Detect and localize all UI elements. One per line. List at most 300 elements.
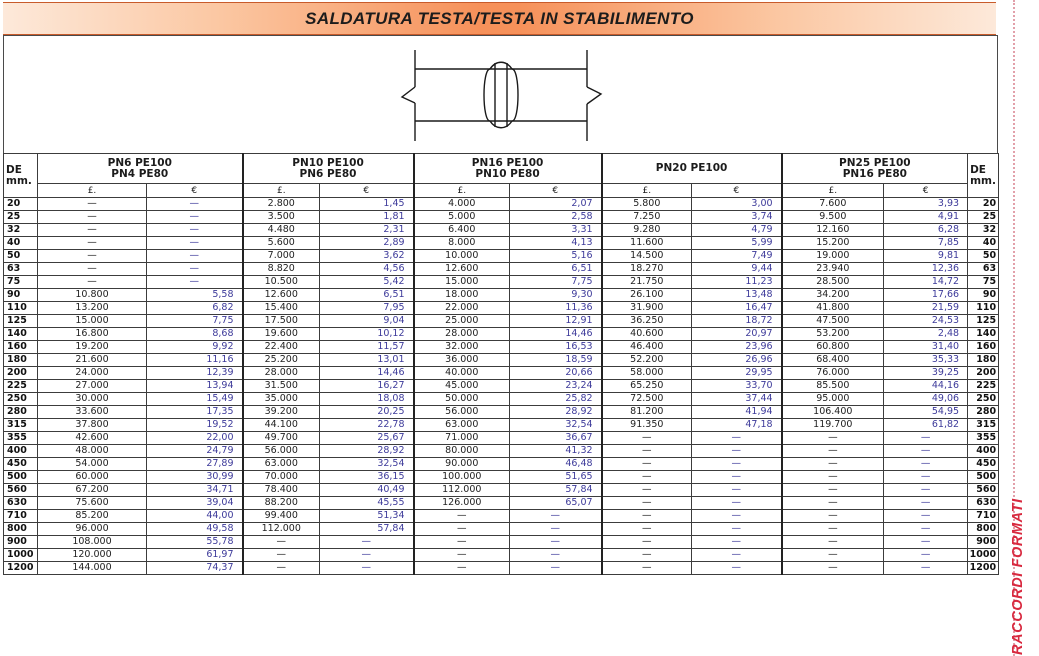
table-row — [4, 341, 999, 354]
euro-price-cell: 6,51 — [320, 289, 414, 302]
table-row — [4, 211, 999, 224]
de-cell: 280 — [4, 406, 38, 419]
euro-price-cell: — — [884, 510, 968, 523]
euro-price-cell: — — [510, 536, 602, 549]
euro-price-cell: 10,12 — [320, 328, 414, 341]
euro-price-cell: 5,42 — [320, 276, 414, 289]
euro-price-cell: — — [692, 484, 782, 497]
table-row — [4, 523, 999, 536]
lire-price-cell: 14.500 — [602, 250, 692, 263]
de-cell: 40 — [968, 237, 999, 250]
euro-price-cell: — — [692, 523, 782, 536]
lire-price-cell: — — [782, 445, 884, 458]
euro-price-cell: 18,72 — [692, 315, 782, 328]
de-cell: 800 — [968, 523, 999, 536]
lire-price-cell: 7.250 — [602, 211, 692, 224]
lire-price-cell: — — [602, 458, 692, 471]
lire-price-cell: 26.100 — [602, 289, 692, 302]
euro-price-cell: — — [320, 549, 414, 562]
euro-price-cell: — — [884, 523, 968, 536]
de-cell: 1000 — [4, 549, 38, 562]
lire-price-cell: 80.000 — [414, 445, 510, 458]
euro-price-cell: — — [692, 471, 782, 484]
lire-price-cell: — — [38, 276, 147, 289]
euro-price-cell: 12,36 — [884, 263, 968, 276]
group-header-pn25: PN25 PE100 PN16 PE80 — [782, 154, 968, 184]
euro-price-cell: 3,62 — [320, 250, 414, 263]
lire-header: £. — [782, 184, 884, 198]
euro-price-cell: — — [884, 562, 968, 575]
lire-price-cell: 40.600 — [602, 328, 692, 341]
lire-price-cell: 81.200 — [602, 406, 692, 419]
euro-price-cell: 65,07 — [510, 497, 602, 510]
euro-price-cell: 8,68 — [147, 328, 243, 341]
lire-price-cell: 36.000 — [414, 354, 510, 367]
euro-price-cell: — — [692, 458, 782, 471]
lire-price-cell: 35.000 — [243, 393, 320, 406]
lire-price-cell: 15.400 — [243, 302, 320, 315]
lire-price-cell: 36.250 — [602, 315, 692, 328]
euro-price-cell: 49,58 — [147, 523, 243, 536]
lire-price-cell: 21.600 — [38, 354, 147, 367]
lire-price-cell: 3.500 — [243, 211, 320, 224]
lire-price-cell: 56.000 — [243, 445, 320, 458]
lire-price-cell: 40.000 — [414, 367, 510, 380]
euro-price-cell: 28,92 — [510, 406, 602, 419]
euro-header: € — [147, 184, 243, 198]
euro-price-cell: 40,49 — [320, 484, 414, 497]
de-cell: 25 — [4, 211, 38, 224]
euro-price-cell: 2,31 — [320, 224, 414, 237]
lire-price-cell: 12.160 — [782, 224, 884, 237]
de-cell: 160 — [968, 341, 999, 354]
lire-price-cell: 22.400 — [243, 341, 320, 354]
lire-price-cell: 31.500 — [243, 380, 320, 393]
lire-header: £. — [38, 184, 147, 198]
euro-price-cell: 39,25 — [884, 367, 968, 380]
de-cell: 500 — [4, 471, 38, 484]
euro-price-cell: 33,70 — [692, 380, 782, 393]
euro-price-cell: 34,71 — [147, 484, 243, 497]
lire-price-cell: — — [38, 211, 147, 224]
de-cell: 20 — [968, 198, 999, 211]
euro-price-cell: 7,75 — [147, 315, 243, 328]
lire-price-cell: — — [602, 445, 692, 458]
lire-price-cell: — — [602, 523, 692, 536]
de-cell: 355 — [4, 432, 38, 445]
lire-price-cell: 15.200 — [782, 237, 884, 250]
table-row — [4, 536, 999, 549]
de-cell: 500 — [968, 471, 999, 484]
lire-price-cell: 28.500 — [782, 276, 884, 289]
euro-price-cell: 32,54 — [320, 458, 414, 471]
lire-price-cell: 5.600 — [243, 237, 320, 250]
lire-price-cell: 15.000 — [38, 315, 147, 328]
euro-price-cell: 23,24 — [510, 380, 602, 393]
euro-price-cell: 54,95 — [884, 406, 968, 419]
de-cell: 200 — [968, 367, 999, 380]
euro-price-cell: 17,35 — [147, 406, 243, 419]
lire-price-cell: 85.500 — [782, 380, 884, 393]
euro-price-cell: 7,85 — [884, 237, 968, 250]
lire-price-cell: — — [243, 549, 320, 562]
lire-price-cell: 85.200 — [38, 510, 147, 523]
de-cell: 250 — [968, 393, 999, 406]
de-cell: 560 — [4, 484, 38, 497]
table-row — [4, 497, 999, 510]
de-cell: 140 — [968, 328, 999, 341]
euro-price-cell: 45,55 — [320, 497, 414, 510]
euro-price-cell: — — [884, 432, 968, 445]
euro-price-cell: 14,46 — [320, 367, 414, 380]
lire-price-cell: — — [414, 562, 510, 575]
euro-price-cell: — — [692, 432, 782, 445]
lire-price-cell: 4.480 — [243, 224, 320, 237]
euro-price-cell: 1,45 — [320, 198, 414, 211]
euro-price-cell: 16,27 — [320, 380, 414, 393]
euro-price-cell: 3,74 — [692, 211, 782, 224]
de-cell: 160 — [4, 341, 38, 354]
euro-price-cell: 14,72 — [884, 276, 968, 289]
lire-price-cell: 22.000 — [414, 302, 510, 315]
lire-price-cell: 58.000 — [602, 367, 692, 380]
euro-price-cell: 46,48 — [510, 458, 602, 471]
lire-price-cell: 9.280 — [602, 224, 692, 237]
de-cell: 140 — [4, 328, 38, 341]
table-row — [4, 224, 999, 237]
euro-price-cell: — — [147, 276, 243, 289]
lire-price-cell: — — [602, 432, 692, 445]
euro-price-cell: — — [510, 510, 602, 523]
lire-price-cell: 49.700 — [243, 432, 320, 445]
euro-price-cell: — — [692, 562, 782, 575]
euro-price-cell: 29,95 — [692, 367, 782, 380]
table-row — [4, 406, 999, 419]
table-row — [4, 315, 999, 328]
de-cell: 90 — [4, 289, 38, 302]
lire-price-cell: 21.750 — [602, 276, 692, 289]
euro-price-cell: 39,04 — [147, 497, 243, 510]
euro-price-cell: 24,53 — [884, 315, 968, 328]
de-cell: 20 — [4, 198, 38, 211]
euro-price-cell: 6,82 — [147, 302, 243, 315]
lire-price-cell: — — [243, 536, 320, 549]
de-cell: 630 — [4, 497, 38, 510]
euro-price-cell: — — [884, 471, 968, 484]
title-banner — [3, 2, 996, 35]
lire-price-cell: 120.000 — [38, 549, 147, 562]
lire-price-cell: — — [414, 536, 510, 549]
euro-price-cell: 4,56 — [320, 263, 414, 276]
lire-price-cell: 41.800 — [782, 302, 884, 315]
lire-price-cell: 5.000 — [414, 211, 510, 224]
header-row-currency — [4, 184, 999, 198]
de-cell: 1200 — [4, 562, 38, 575]
group-header-pn20: PN20 PE100 — [602, 154, 782, 184]
lire-price-cell: — — [414, 549, 510, 562]
euro-price-cell: 35,33 — [884, 354, 968, 367]
table-row — [4, 549, 999, 562]
page-title: SALDATURA TESTA/TESTA IN STABILIMENTO — [305, 9, 694, 28]
euro-price-cell: 2,58 — [510, 211, 602, 224]
euro-price-cell: 18,08 — [320, 393, 414, 406]
table-row — [4, 276, 999, 289]
lire-price-cell: — — [38, 224, 147, 237]
euro-price-cell: 57,84 — [510, 484, 602, 497]
table-row — [4, 484, 999, 497]
lire-price-cell: 37.800 — [38, 419, 147, 432]
lire-price-cell: 46.400 — [602, 341, 692, 354]
side-section-label: RACCORDI FORMATI — [1010, 498, 1026, 655]
euro-price-cell: 5,99 — [692, 237, 782, 250]
euro-price-cell: — — [884, 458, 968, 471]
lire-price-cell: — — [602, 471, 692, 484]
euro-price-cell: 21,59 — [884, 302, 968, 315]
table-row — [4, 302, 999, 315]
lire-price-cell: — — [38, 250, 147, 263]
lire-price-cell: 25.200 — [243, 354, 320, 367]
de-cell: 900 — [4, 536, 38, 549]
euro-price-cell: 32,54 — [510, 419, 602, 432]
euro-price-cell: 28,92 — [320, 445, 414, 458]
group-header-pn10: PN10 PE100 PN6 PE80 — [243, 154, 414, 184]
lire-price-cell: — — [38, 237, 147, 250]
de-cell: 450 — [968, 458, 999, 471]
lire-price-cell: — — [782, 562, 884, 575]
lire-price-cell: 108.000 — [38, 536, 147, 549]
lire-price-cell: 45.000 — [414, 380, 510, 393]
de-cell: 125 — [968, 315, 999, 328]
euro-price-cell: 7,95 — [320, 302, 414, 315]
euro-price-cell: 7,49 — [692, 250, 782, 263]
euro-price-cell: 61,82 — [884, 419, 968, 432]
euro-price-cell: 47,18 — [692, 419, 782, 432]
lire-price-cell: 8.820 — [243, 263, 320, 276]
lire-price-cell: 2.800 — [243, 198, 320, 211]
table-row — [4, 289, 999, 302]
lire-price-cell: 18.000 — [414, 289, 510, 302]
lire-price-cell: 24.000 — [38, 367, 147, 380]
euro-price-cell: — — [692, 549, 782, 562]
euro-price-cell: — — [147, 198, 243, 211]
euro-price-cell: 4,91 — [884, 211, 968, 224]
table-row — [4, 250, 999, 263]
euro-price-cell: 11,36 — [510, 302, 602, 315]
de-cell: 110 — [4, 302, 38, 315]
euro-price-cell: 20,66 — [510, 367, 602, 380]
lire-price-cell: 19.000 — [782, 250, 884, 263]
lire-price-cell: — — [782, 432, 884, 445]
euro-price-cell: — — [884, 536, 968, 549]
euro-price-cell: — — [884, 549, 968, 562]
weld-diagram-panel — [3, 35, 998, 154]
de-cell: 560 — [968, 484, 999, 497]
de-cell: 315 — [968, 419, 999, 432]
euro-header: € — [320, 184, 414, 198]
lire-price-cell: 10.000 — [414, 250, 510, 263]
euro-header: € — [510, 184, 602, 198]
de-cell: 800 — [4, 523, 38, 536]
table-row — [4, 393, 999, 406]
lire-price-cell: — — [602, 536, 692, 549]
euro-price-cell: 6,51 — [510, 263, 602, 276]
butt-weld-pipe-icon — [4, 36, 997, 154]
lire-price-cell: 90.000 — [414, 458, 510, 471]
euro-price-cell: 9,44 — [692, 263, 782, 276]
euro-price-cell: 57,84 — [320, 523, 414, 536]
euro-price-cell: 13,94 — [147, 380, 243, 393]
euro-price-cell: 30,99 — [147, 471, 243, 484]
euro-price-cell: 11,23 — [692, 276, 782, 289]
de-cell: 900 — [968, 536, 999, 549]
lire-price-cell: 10.800 — [38, 289, 147, 302]
euro-price-cell: — — [147, 224, 243, 237]
euro-price-cell: 17,66 — [884, 289, 968, 302]
euro-price-cell: 2,07 — [510, 198, 602, 211]
table-row — [4, 510, 999, 523]
de-header-left: DE mm. — [4, 154, 38, 198]
table-row — [4, 445, 999, 458]
euro-price-cell: — — [692, 536, 782, 549]
lire-price-cell: 15.000 — [414, 276, 510, 289]
lire-price-cell: 5.800 — [602, 198, 692, 211]
lire-price-cell: — — [602, 562, 692, 575]
euro-price-cell: 1,81 — [320, 211, 414, 224]
lire-price-cell: 44.100 — [243, 419, 320, 432]
euro-price-cell: 5,58 — [147, 289, 243, 302]
lire-price-cell: 126.000 — [414, 497, 510, 510]
de-cell: 75 — [4, 276, 38, 289]
lire-price-cell: — — [782, 536, 884, 549]
euro-price-cell: — — [884, 484, 968, 497]
euro-price-cell: 9,81 — [884, 250, 968, 263]
euro-price-cell: — — [320, 536, 414, 549]
euro-price-cell: — — [510, 562, 602, 575]
lire-price-cell: 11.600 — [602, 237, 692, 250]
euro-price-cell: — — [510, 523, 602, 536]
de-cell: 63 — [4, 263, 38, 276]
lire-price-cell: 112.000 — [243, 523, 320, 536]
euro-price-cell: — — [147, 211, 243, 224]
de-cell: 180 — [4, 354, 38, 367]
lire-price-cell: 53.200 — [782, 328, 884, 341]
de-cell: 710 — [968, 510, 999, 523]
lire-price-cell: 52.200 — [602, 354, 692, 367]
euro-price-cell: 2,48 — [884, 328, 968, 341]
table-row — [4, 198, 999, 211]
de-cell: 250 — [4, 393, 38, 406]
euro-price-cell: 14,46 — [510, 328, 602, 341]
lire-price-cell: — — [782, 497, 884, 510]
lire-price-cell: 112.000 — [414, 484, 510, 497]
lire-price-cell: — — [782, 484, 884, 497]
lire-price-cell: 99.400 — [243, 510, 320, 523]
table-row — [4, 328, 999, 341]
euro-price-cell: — — [147, 263, 243, 276]
de-cell: 32 — [4, 224, 38, 237]
euro-price-cell: — — [884, 445, 968, 458]
lire-price-cell: 70.000 — [243, 471, 320, 484]
lire-price-cell: 6.400 — [414, 224, 510, 237]
euro-price-cell: 44,16 — [884, 380, 968, 393]
lire-price-cell: 9.500 — [782, 211, 884, 224]
table-row — [4, 419, 999, 432]
euro-price-cell: 3,93 — [884, 198, 968, 211]
euro-price-cell: — — [147, 250, 243, 263]
lire-price-cell: 39.200 — [243, 406, 320, 419]
price-table — [3, 153, 999, 575]
euro-price-cell: 51,34 — [320, 510, 414, 523]
euro-price-cell: — — [320, 562, 414, 575]
lire-price-cell: 34.200 — [782, 289, 884, 302]
lire-price-cell: 106.400 — [782, 406, 884, 419]
lire-price-cell: 23.940 — [782, 263, 884, 276]
group-header-pn6: PN6 PE100 PN4 PE80 — [38, 154, 243, 184]
lire-price-cell: — — [602, 510, 692, 523]
lire-price-cell: 12.600 — [414, 263, 510, 276]
de-cell: 450 — [4, 458, 38, 471]
euro-price-cell: — — [510, 549, 602, 562]
lire-price-cell: 75.600 — [38, 497, 147, 510]
euro-price-cell: 2,89 — [320, 237, 414, 250]
euro-price-cell: 9,30 — [510, 289, 602, 302]
euro-header: € — [884, 184, 968, 198]
euro-price-cell: 13,48 — [692, 289, 782, 302]
lire-price-cell: — — [243, 562, 320, 575]
table-row — [4, 263, 999, 276]
de-cell: 50 — [4, 250, 38, 263]
euro-price-cell: — — [884, 497, 968, 510]
lire-price-cell: — — [782, 523, 884, 536]
euro-price-cell: 55,78 — [147, 536, 243, 549]
header-row-groups — [4, 154, 999, 184]
lire-price-cell: — — [602, 549, 692, 562]
de-cell: 225 — [968, 380, 999, 393]
euro-price-cell: 41,94 — [692, 406, 782, 419]
lire-price-cell: 88.200 — [243, 497, 320, 510]
lire-header: £. — [602, 184, 692, 198]
euro-price-cell: 31,40 — [884, 341, 968, 354]
lire-price-cell: — — [782, 510, 884, 523]
table-row — [4, 562, 999, 575]
lire-price-cell: 54.000 — [38, 458, 147, 471]
lire-price-cell: 48.000 — [38, 445, 147, 458]
lire-price-cell: 50.000 — [414, 393, 510, 406]
lire-price-cell: 32.000 — [414, 341, 510, 354]
lire-price-cell: 47.500 — [782, 315, 884, 328]
lire-price-cell: 63.000 — [414, 419, 510, 432]
euro-price-cell: 41,32 — [510, 445, 602, 458]
de-cell: 355 — [968, 432, 999, 445]
price-table-body — [4, 198, 999, 575]
euro-price-cell: — — [692, 445, 782, 458]
de-header-right: DE mm. — [968, 154, 999, 198]
euro-price-cell: 3,00 — [692, 198, 782, 211]
de-cell: 32 — [968, 224, 999, 237]
lire-price-cell: — — [782, 549, 884, 562]
euro-price-cell: 36,67 — [510, 432, 602, 445]
euro-price-cell: 27,89 — [147, 458, 243, 471]
lire-price-cell: 96.000 — [38, 523, 147, 536]
lire-price-cell: 72.500 — [602, 393, 692, 406]
lire-price-cell: — — [38, 263, 147, 276]
euro-price-cell: 7,75 — [510, 276, 602, 289]
lire-price-cell: — — [602, 484, 692, 497]
euro-price-cell: 22,00 — [147, 432, 243, 445]
euro-price-cell: 25,67 — [320, 432, 414, 445]
euro-price-cell: 3,31 — [510, 224, 602, 237]
table-row — [4, 471, 999, 484]
